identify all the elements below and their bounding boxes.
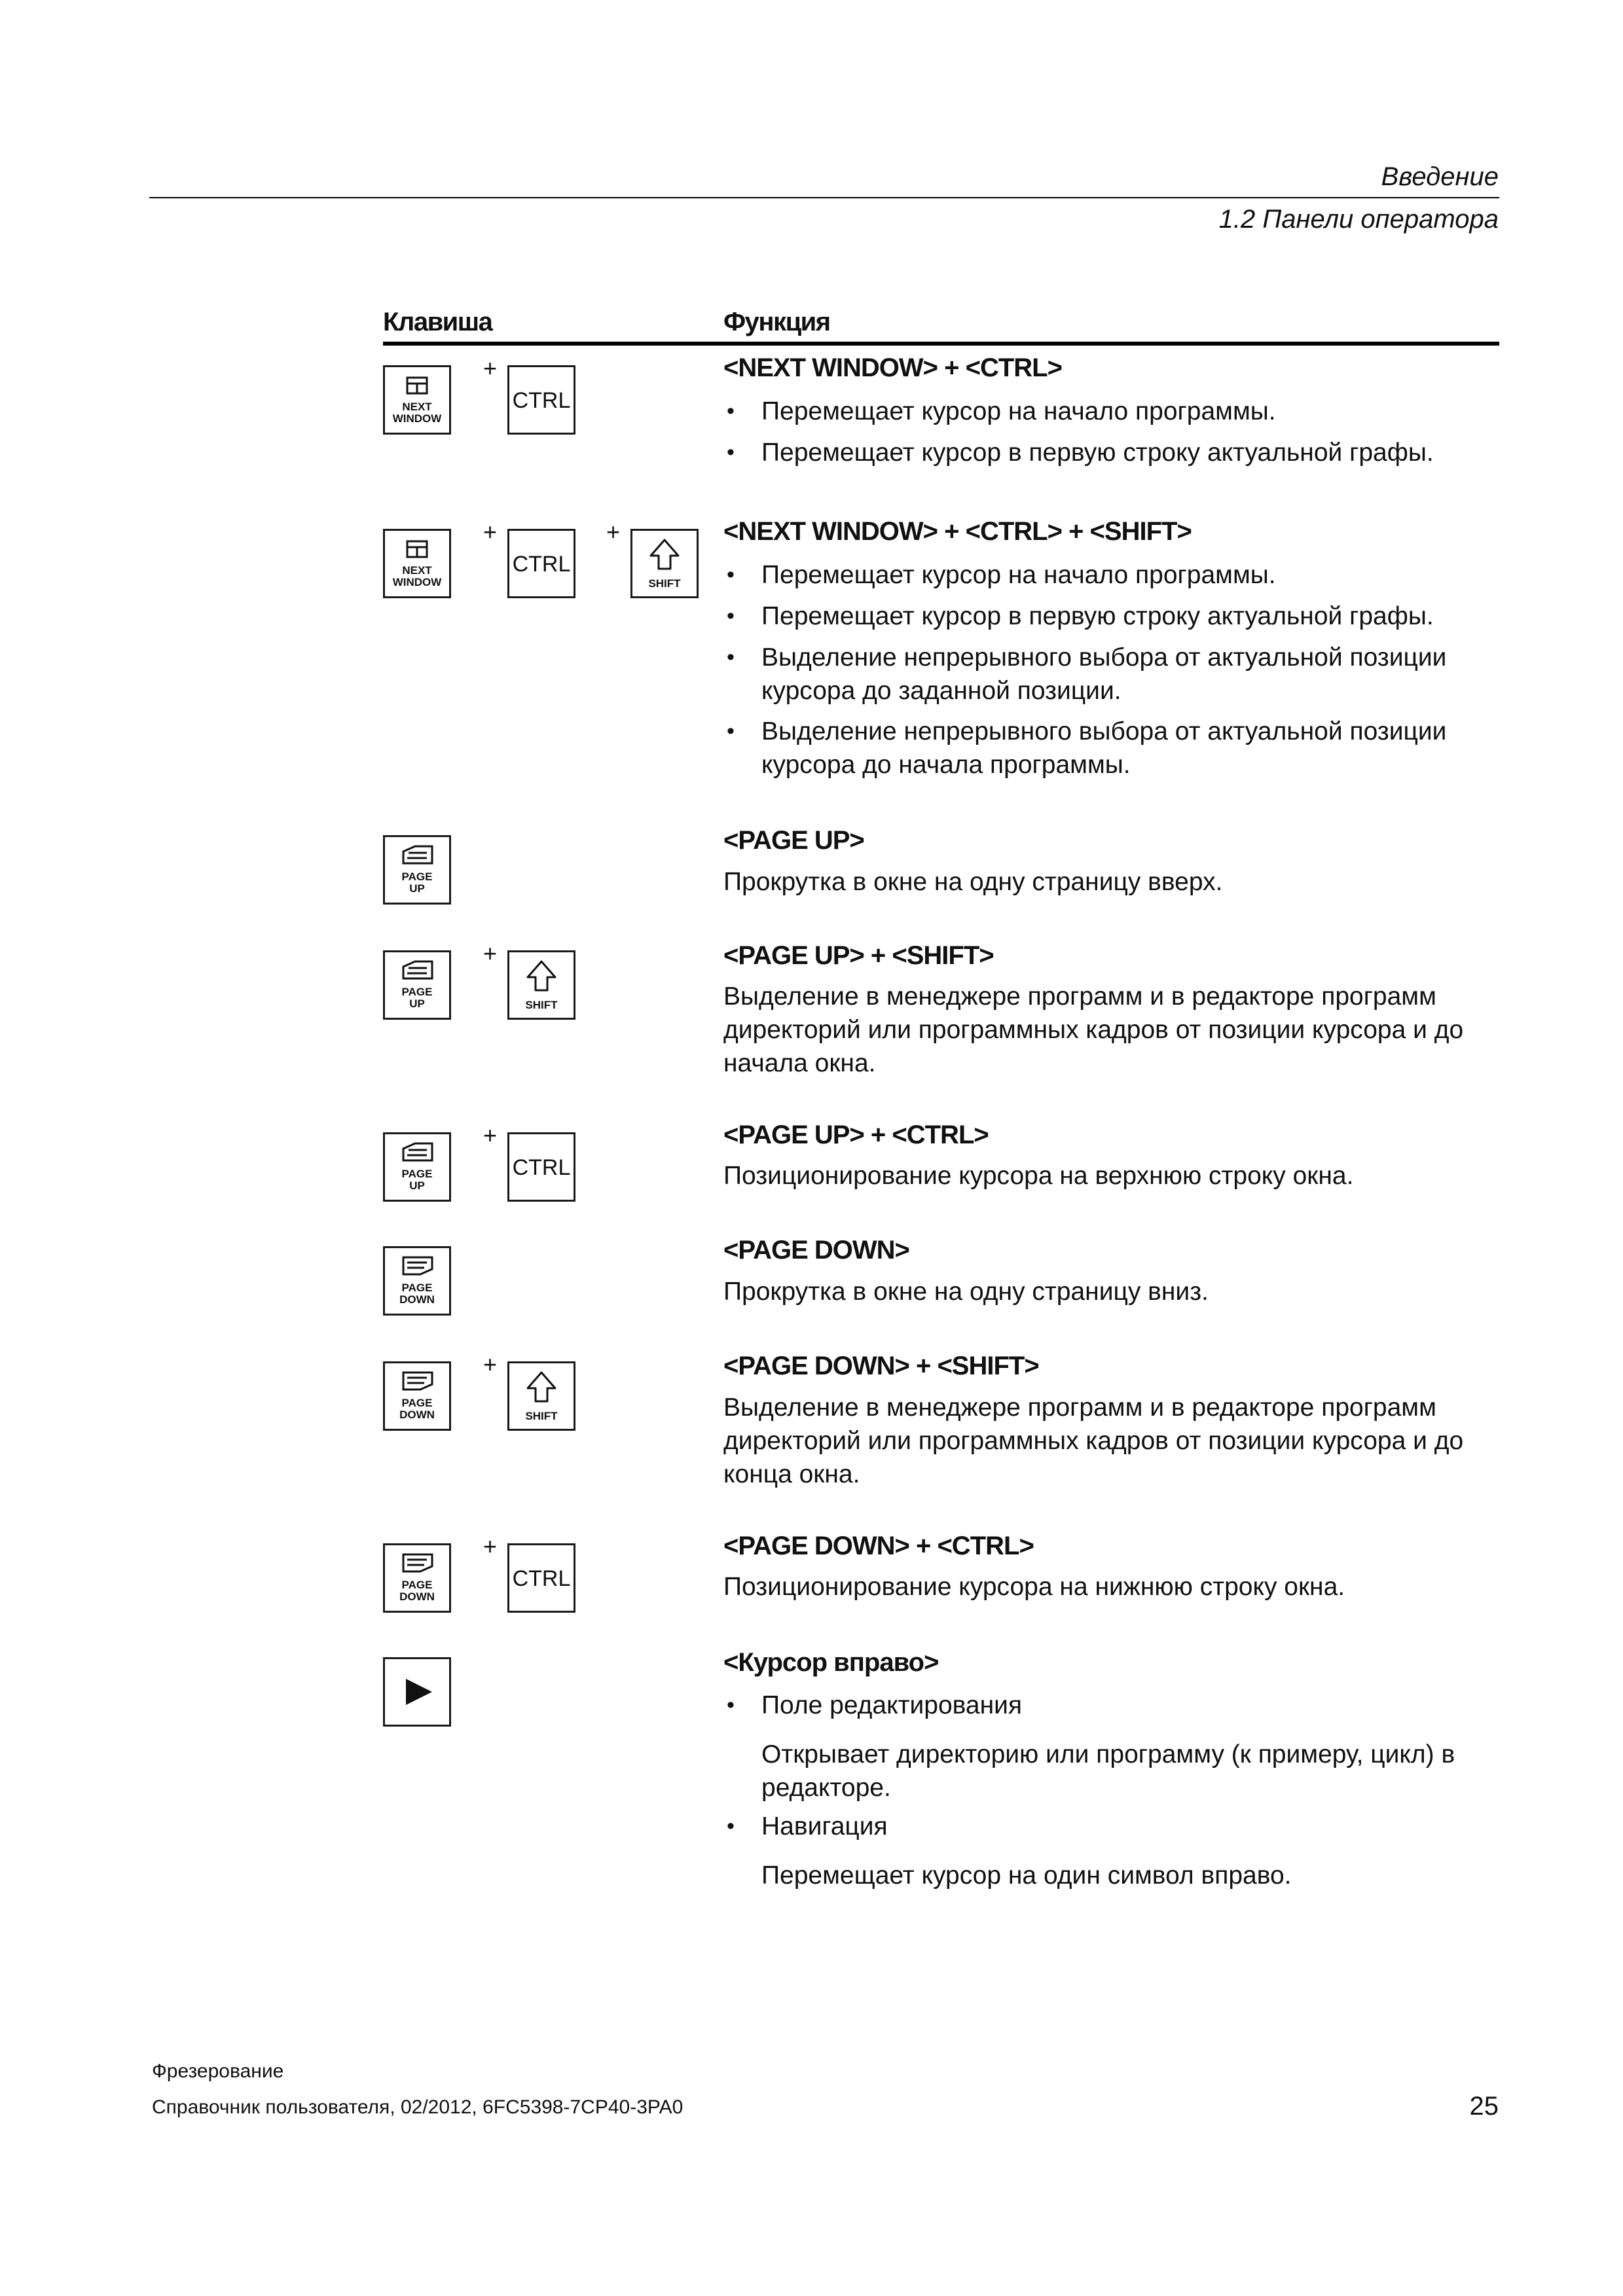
row-title: <Курсор вправо> xyxy=(723,1648,939,1677)
bullet-text: Поле редактирования xyxy=(761,1691,1023,1719)
bullet-text: Навигация xyxy=(761,1812,888,1840)
page-up-key xyxy=(383,950,451,1020)
header-rule xyxy=(149,197,1499,198)
key-label: PAGE xyxy=(401,1397,433,1409)
key-label: WINDOW xyxy=(392,576,442,588)
key-label: SHIFT xyxy=(648,577,681,590)
row-text: Позиционирование курсора на нижнюю строку окна. xyxy=(723,1573,1345,1601)
page-up-key xyxy=(383,1132,451,1202)
page-up-icon xyxy=(385,1134,449,1200)
page-down-icon xyxy=(385,1363,449,1429)
bullet-dot: • xyxy=(727,645,735,670)
ctrl-key xyxy=(507,1132,575,1202)
bullet-dot: • xyxy=(727,719,735,744)
bullet-dot: • xyxy=(727,399,735,423)
bullet-detail: Открывает директорию или программу (к примеру, цикл) в редакторе. xyxy=(761,1740,1455,1802)
page-up-key xyxy=(383,835,451,905)
shift-key xyxy=(630,529,699,598)
bullet-text: Перемещает курсор на начало программы. xyxy=(761,397,1276,425)
key-label: CTRL xyxy=(512,1155,571,1180)
bullet-dot: • xyxy=(727,603,735,628)
row-title: <PAGE DOWN> + <SHIFT> xyxy=(723,1352,1039,1380)
next-window-key xyxy=(383,529,451,598)
up-arrow-outline-icon xyxy=(632,531,697,596)
ctrl-key xyxy=(507,1543,575,1613)
row-text: Позиционирование курсора на верхнюю строку окна. xyxy=(723,1162,1354,1190)
bullet-text: Перемещает курсор в первую строку актуальной графы. xyxy=(761,602,1434,630)
bullet-detail: Перемещает курсор на один символ вправо. xyxy=(761,1861,1292,1890)
key-label: DOWN xyxy=(399,1590,435,1603)
row-title: <PAGE UP> + <CTRL> xyxy=(723,1121,989,1149)
plus-sign: + xyxy=(483,518,498,545)
key-label: WINDOW xyxy=(392,412,442,425)
ctrl-key xyxy=(507,365,575,435)
key-label: SHIFT xyxy=(525,1410,558,1422)
shift-key xyxy=(507,1361,575,1431)
section-title: 1.2 Панели оператора xyxy=(1218,205,1499,234)
bullet-text: Выделение непрерывного выбора от актуальной позиции курсора до заданной позиции. xyxy=(761,643,1447,705)
key-label: CTRL xyxy=(512,552,571,577)
bullet-text: Перемещает курсор на начало программы. xyxy=(761,561,1276,589)
plus-sign: + xyxy=(483,940,498,967)
row-text: Выделение в менеджере программ и в редакторе программ директорий или программных кадров от позиции курсора и до конца окна. xyxy=(723,1393,1464,1488)
page-down-icon xyxy=(385,1545,449,1611)
key-label: UP xyxy=(409,1179,425,1192)
bullet-dot: • xyxy=(727,1693,735,1717)
key-label: DOWN xyxy=(399,1293,435,1306)
up-arrow-outline-icon xyxy=(509,1363,574,1429)
row-text: Прокрутка в окне на одну страницу вниз. xyxy=(723,1278,1209,1306)
ctrl-key xyxy=(507,529,575,598)
footer-title: Фрезерование xyxy=(152,2060,284,2082)
key-label: SHIFT xyxy=(525,999,558,1011)
page-up-icon xyxy=(385,952,449,1018)
key-label: DOWN xyxy=(399,1408,435,1421)
up-arrow-outline-icon xyxy=(509,952,574,1018)
key-label: PAGE xyxy=(401,1579,433,1591)
cursor-right-key xyxy=(383,1657,451,1727)
table-header-rule xyxy=(383,342,1499,346)
bullet-text: Перемещает курсор в первую строку актуальной графы. xyxy=(761,439,1434,467)
key-label: NEXT xyxy=(402,564,432,577)
key-label: UP xyxy=(409,882,425,895)
next-window-key xyxy=(383,365,451,435)
key-label: PAGE xyxy=(401,986,433,998)
plus-sign: + xyxy=(483,1122,498,1149)
bullet-text: Выделение непрерывного выбора от актуальной позиции курсора до начала программы. xyxy=(761,717,1447,779)
column-header-key: Клавиша xyxy=(383,308,492,336)
plus-sign: + xyxy=(483,1533,498,1560)
row-title: <PAGE UP> xyxy=(723,826,864,855)
page-down-key xyxy=(383,1246,451,1316)
row-title: <PAGE DOWN> + <CTRL> xyxy=(723,1532,1034,1560)
page-down-key xyxy=(383,1361,451,1431)
row-text: Выделение в менеджере программ и в редакторе программ директорий или программных кадров от позиции курсора и до начала окна. xyxy=(723,982,1464,1077)
page-up-icon xyxy=(385,837,449,903)
page-down-key xyxy=(383,1543,451,1613)
window-icon xyxy=(385,367,449,433)
plus-sign: + xyxy=(606,518,621,545)
shift-key xyxy=(507,950,575,1020)
key-label: PAGE xyxy=(401,870,433,883)
key-label: UP xyxy=(409,997,425,1010)
row-title: <NEXT WINDOW> + <CTRL> + <SHIFT> xyxy=(723,517,1192,546)
row-title: <PAGE DOWN> xyxy=(723,1236,909,1265)
key-label: CTRL xyxy=(512,1566,571,1591)
plus-sign: + xyxy=(483,355,498,382)
key-label: PAGE xyxy=(401,1168,433,1180)
row-title: <PAGE UP> + <SHIFT> xyxy=(723,941,994,970)
column-header-function: Функция xyxy=(723,308,830,336)
page-number: 25 xyxy=(1469,2092,1499,2121)
key-label: CTRL xyxy=(512,388,571,413)
footer-manual: Справочник пользователя, 02/2012, 6FC5398-7CP40-3PA0 xyxy=(152,2096,684,2118)
plus-sign: + xyxy=(483,1351,498,1378)
bullet-dot: • xyxy=(727,1814,735,1839)
key-label: NEXT xyxy=(402,401,432,413)
bullet-dot: • xyxy=(727,440,735,465)
page-down-icon xyxy=(385,1248,449,1314)
bullet-dot: • xyxy=(727,562,735,587)
row-title: <NEXT WINDOW> + <CTRL> xyxy=(723,353,1062,382)
chapter-title: Введение xyxy=(1381,162,1499,191)
triangle-right-icon xyxy=(385,1659,449,1725)
key-label: PAGE xyxy=(401,1282,433,1294)
window-icon xyxy=(385,531,449,596)
row-text: Прокрутка в окне на одну страницу вверх. xyxy=(723,868,1223,896)
